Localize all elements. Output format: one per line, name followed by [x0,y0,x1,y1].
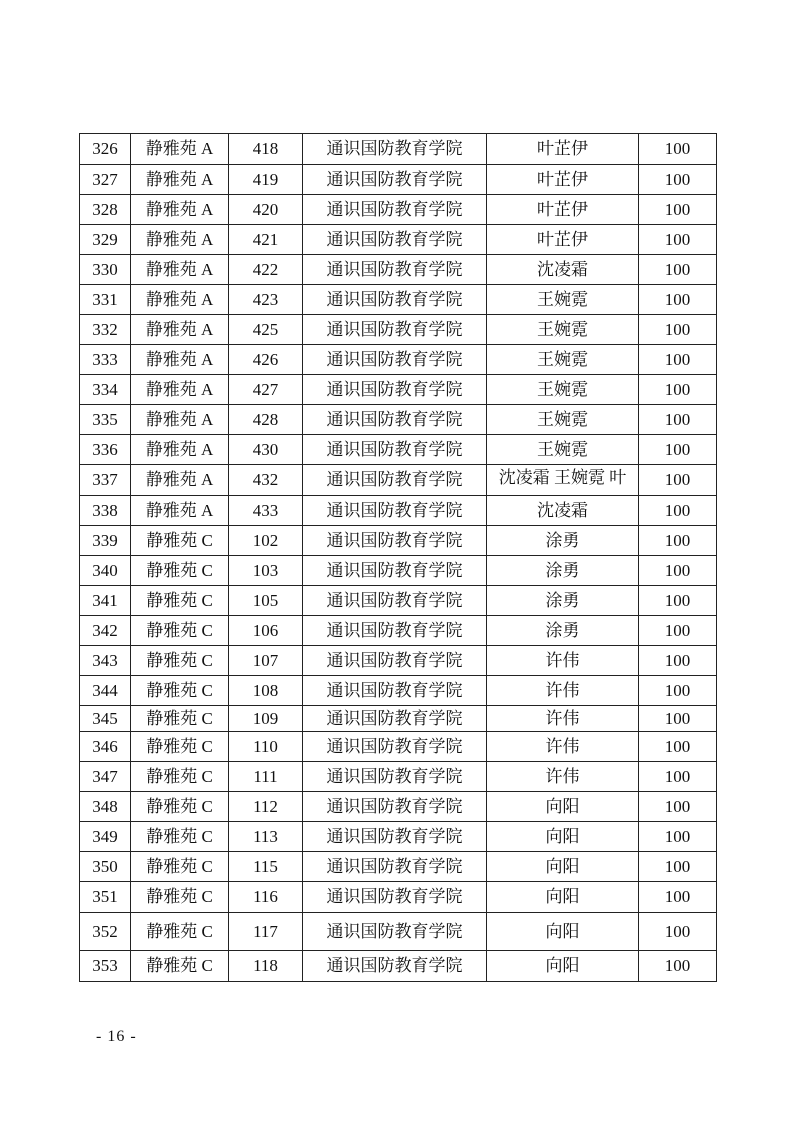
inspector-name-cell [487,465,639,496]
inspector-name-cell: 许伟 [487,762,639,792]
score-cell: 100 [639,405,717,435]
college-cell: 通识国防教育学院 [303,375,487,405]
college-cell: 通识国防教育学院 [303,822,487,852]
inspector-name-cell: 许伟 [487,646,639,676]
row-number-cell: 348 [80,792,131,822]
room-number-cell: 419 [229,165,303,195]
building-cell: 静雅苑 C [131,676,229,706]
college-cell: 通识国防教育学院 [303,435,487,465]
room-number-cell: 422 [229,255,303,285]
college-cell: 通识国防教育学院 [303,345,487,375]
table-body [80,134,717,982]
inspector-name-cell: 许伟 [487,676,639,706]
college-cell: 通识国防教育学院 [303,496,487,526]
row-number-cell: 349 [80,822,131,852]
building-cell: 静雅苑 C [131,616,229,646]
college-cell: 通识国防教育学院 [303,556,487,586]
room-number-cell: 109 [229,706,303,732]
college-cell: 通识国防教育学院 [303,676,487,706]
score-cell: 100 [639,225,717,255]
room-number-cell: 433 [229,496,303,526]
room-number-cell: 106 [229,616,303,646]
room-number-cell: 110 [229,732,303,762]
building-cell: 静雅苑 C [131,762,229,792]
college-cell: 通识国防教育学院 [303,134,487,165]
college-cell: 通识国防教育学院 [303,195,487,225]
table-row [80,526,717,556]
building-cell: 静雅苑 A [131,134,229,165]
row-number-cell: 353 [80,951,131,982]
score-cell: 100 [639,134,717,165]
building-cell: 静雅苑 A [131,195,229,225]
table-row [80,616,717,646]
score-cell: 100 [639,526,717,556]
college-cell: 通识国防教育学院 [303,165,487,195]
table-row [80,646,717,676]
table-row [80,676,717,706]
table-row [80,882,717,913]
room-number-cell: 423 [229,285,303,315]
room-number-cell: 428 [229,405,303,435]
row-number-cell: 334 [80,375,131,405]
inspector-name-cell: 叶芷伊 [487,134,639,165]
row-number-cell: 337 [80,465,131,496]
score-cell: 100 [639,285,717,315]
score-cell: 100 [639,706,717,732]
table-row [80,255,717,285]
score-cell: 100 [639,375,717,405]
room-number-cell: 427 [229,375,303,405]
table-row [80,913,717,951]
college-cell: 通识国防教育学院 [303,225,487,255]
college-cell: 通识国防教育学院 [303,586,487,616]
building-cell: 静雅苑 C [131,706,229,732]
inspector-name-cell: 叶芷伊 [487,195,639,225]
table-row [80,852,717,882]
inspector-name-cell: 向阳 [487,913,639,951]
inspector-name-cell: 许伟 [487,706,639,732]
score-cell: 100 [639,255,717,285]
score-cell: 100 [639,165,717,195]
room-number-cell: 432 [229,465,303,496]
inspector-name-cell: 涂勇 [487,616,639,646]
score-cell: 100 [639,435,717,465]
inspector-name-cell: 王婉霓 [487,345,639,375]
room-number-cell: 418 [229,134,303,165]
table-row [80,225,717,255]
building-cell: 静雅苑 A [131,285,229,315]
building-cell: 静雅苑 A [131,225,229,255]
score-cell: 100 [639,586,717,616]
inspector-name-cell: 王婉霓 [487,285,639,315]
row-number-cell: 335 [80,405,131,435]
room-number-cell: 102 [229,526,303,556]
inspector-name-cell: 许伟 [487,732,639,762]
score-cell: 100 [639,852,717,882]
college-cell: 通识国防教育学院 [303,732,487,762]
room-number-cell: 430 [229,435,303,465]
row-number-cell: 341 [80,586,131,616]
table-row [80,285,717,315]
building-cell: 静雅苑 A [131,465,229,496]
table-row [80,375,717,405]
table-row [80,134,717,165]
score-cell: 100 [639,646,717,676]
table-row [80,951,717,982]
row-number-cell: 343 [80,646,131,676]
table-row [80,822,717,852]
dormitory-score-table [79,133,717,982]
table-row [80,165,717,195]
room-number-cell: 105 [229,586,303,616]
score-cell: 100 [639,345,717,375]
college-cell: 通识国防教育学院 [303,465,487,496]
row-number-cell: 344 [80,676,131,706]
college-cell: 通识国防教育学院 [303,882,487,913]
building-cell: 静雅苑 A [131,375,229,405]
college-cell: 通识国防教育学院 [303,706,487,732]
college-cell: 通识国防教育学院 [303,646,487,676]
table-row [80,315,717,345]
score-cell: 100 [639,951,717,982]
building-cell: 静雅苑 C [131,852,229,882]
score-cell: 100 [639,195,717,225]
table-row [80,732,717,762]
inspector-name-cell: 叶芷伊 [487,165,639,195]
row-number-cell: 352 [80,913,131,951]
score-cell: 100 [639,822,717,852]
row-number-cell: 326 [80,134,131,165]
table-row [80,706,717,732]
building-cell: 静雅苑 A [131,165,229,195]
inspector-name-cell: 向阳 [487,882,639,913]
building-cell: 静雅苑 C [131,556,229,586]
room-number-cell: 116 [229,882,303,913]
building-cell: 静雅苑 A [131,255,229,285]
table-row [80,762,717,792]
building-cell: 静雅苑 C [131,913,229,951]
room-number-cell: 112 [229,792,303,822]
building-cell: 静雅苑 A [131,315,229,345]
college-cell: 通识国防教育学院 [303,951,487,982]
row-number-cell: 329 [80,225,131,255]
score-cell: 100 [639,762,717,792]
building-cell: 静雅苑 C [131,882,229,913]
college-cell: 通识国防教育学院 [303,852,487,882]
room-number-cell: 426 [229,345,303,375]
building-cell: 静雅苑 C [131,822,229,852]
inspector-name-cell: 王婉霓 [487,405,639,435]
building-cell: 静雅苑 A [131,405,229,435]
row-number-cell: 338 [80,496,131,526]
room-number-cell: 420 [229,195,303,225]
row-number-cell: 332 [80,315,131,345]
score-cell: 100 [639,882,717,913]
college-cell: 通识国防教育学院 [303,405,487,435]
row-number-cell: 328 [80,195,131,225]
building-cell: 静雅苑 C [131,646,229,676]
room-number-cell: 111 [229,762,303,792]
room-number-cell: 425 [229,315,303,345]
score-cell: 100 [639,792,717,822]
row-number-cell: 345 [80,706,131,732]
row-number-cell: 331 [80,285,131,315]
score-cell: 100 [639,732,717,762]
college-cell: 通识国防教育学院 [303,762,487,792]
page-number: - 16 - [96,1028,137,1045]
inspector-name-cell: 向阳 [487,852,639,882]
inspector-name-cell: 沈凌霜 [487,255,639,285]
college-cell: 通识国防教育学院 [303,315,487,345]
building-cell: 静雅苑 A [131,345,229,375]
room-number-cell: 115 [229,852,303,882]
room-number-cell: 108 [229,676,303,706]
score-cell: 100 [639,465,717,496]
building-cell: 静雅苑 C [131,951,229,982]
row-number-cell: 346 [80,732,131,762]
inspector-name-cell: 叶芷伊 [487,225,639,255]
table-row [80,195,717,225]
inspector-name-text: 沈凌霜 王婉霓 叶 [498,468,627,487]
table-row [80,465,717,496]
table-row [80,496,717,526]
inspector-name-cell: 涂勇 [487,586,639,616]
inspector-name-cell: 涂勇 [487,556,639,586]
college-cell: 通识国防教育学院 [303,616,487,646]
score-cell: 100 [639,315,717,345]
score-cell: 100 [639,556,717,586]
inspector-name-cell: 向阳 [487,792,639,822]
room-number-cell: 421 [229,225,303,255]
table-row [80,405,717,435]
inspector-name-cell: 向阳 [487,951,639,982]
table-row [80,556,717,586]
inspector-name-cell: 王婉霓 [487,435,639,465]
college-cell: 通识国防教育学院 [303,526,487,556]
inspector-name-cell: 涂勇 [487,526,639,556]
row-number-cell: 330 [80,255,131,285]
score-cell: 100 [639,496,717,526]
row-number-cell: 351 [80,882,131,913]
row-number-cell: 350 [80,852,131,882]
inspector-name-cell: 王婉霓 [487,315,639,345]
table-row [80,586,717,616]
row-number-cell: 336 [80,435,131,465]
row-number-cell: 339 [80,526,131,556]
table-row [80,792,717,822]
score-cell: 100 [639,676,717,706]
table-row [80,345,717,375]
room-number-cell: 107 [229,646,303,676]
building-cell: 静雅苑 C [131,586,229,616]
inspector-name-cell: 王婉霓 [487,375,639,405]
row-number-cell: 327 [80,165,131,195]
inspector-name-cell: 沈凌霜 [487,496,639,526]
college-cell: 通识国防教育学院 [303,792,487,822]
building-cell: 静雅苑 A [131,435,229,465]
room-number-cell: 103 [229,556,303,586]
row-number-cell: 342 [80,616,131,646]
college-cell: 通识国防教育学院 [303,285,487,315]
table-row [80,435,717,465]
row-number-cell: 347 [80,762,131,792]
room-number-cell: 117 [229,913,303,951]
inspector-name-cell: 向阳 [487,822,639,852]
building-cell: 静雅苑 C [131,526,229,556]
room-number-cell: 118 [229,951,303,982]
building-cell: 静雅苑 C [131,732,229,762]
building-cell: 静雅苑 C [131,792,229,822]
building-cell: 静雅苑 A [131,496,229,526]
row-number-cell: 333 [80,345,131,375]
college-cell: 通识国防教育学院 [303,255,487,285]
score-cell: 100 [639,616,717,646]
room-number-cell: 113 [229,822,303,852]
college-cell: 通识国防教育学院 [303,913,487,951]
score-cell: 100 [639,913,717,951]
row-number-cell: 340 [80,556,131,586]
